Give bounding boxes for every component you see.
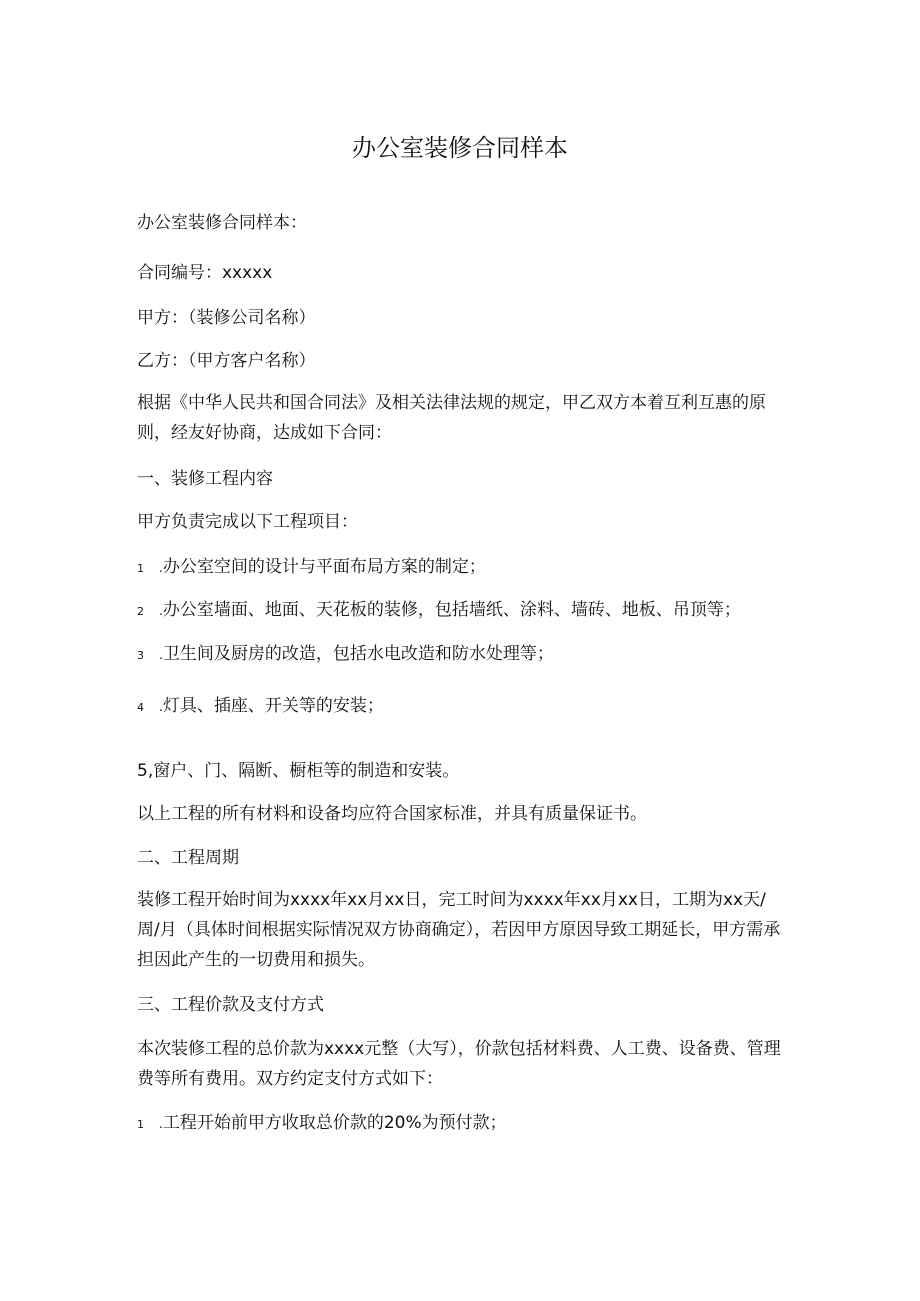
list-item-text: 卫生间及厨房的改造，包括水电改造和防水处理等； bbox=[162, 644, 554, 664]
list-item-number: 4 bbox=[137, 701, 144, 714]
section-3-body: 本次装修工程的总价款为xxxx元整（大写），价款包括材料费、人工费、设备费、管理费等所有费用。双方约定支付方式如下： bbox=[137, 1039, 781, 1089]
section-1-intro: 甲方负责完成以下工程项目： bbox=[137, 512, 358, 532]
document-title: 办公室装修合同样本 bbox=[352, 134, 568, 162]
section-2-heading: 二、工程周期 bbox=[137, 848, 239, 868]
preamble-paragraph: 根据《中华人民共和国合同法》及相关法律法规的规定，甲乙双方本着互利互惠的原则，经友好协商，达成如下合同： bbox=[137, 393, 766, 443]
section-1-heading: 一、装修工程内容 bbox=[137, 469, 273, 489]
section-2-body: 装修工程开始时间为xxxx年xx月xx日，完工时间为xxxx年xx月xx日，工期为xx天/周/月（具体时间根据实际情况双方协商确定），若因甲方原因导致工期延长，甲方需承担因此产生的一切费用和损失。 bbox=[137, 890, 781, 970]
list-item-text: 办公室墙面、地面、天花板的装修，包括墙纸、涂料、墙砖、地板、吊顶等； bbox=[162, 600, 741, 620]
list-item: 4 .灯具、插座、开关等的安装； bbox=[137, 691, 787, 723]
list-item-text: 工程开始前甲方收取总价款的20%为预付款； bbox=[162, 1113, 507, 1133]
list-item-5: 5,窗户、门、隔断、橱柜等的制造和安装。 bbox=[137, 761, 460, 781]
list-item: 3 .卫生间及厨房的改造，包括水电改造和防水处理等； bbox=[137, 639, 787, 671]
list-item-number: 3 bbox=[137, 649, 144, 662]
section-1-note: 以上工程的所有材料和设备均应符合国家标准，并具有质量保证书。 bbox=[137, 804, 647, 824]
list-item-text: 灯具、插座、开关等的安装； bbox=[162, 696, 384, 716]
list-item-number: 1 bbox=[137, 562, 144, 575]
list-item: 1 .工程开始前甲方收取总价款的20%为预付款； bbox=[137, 1108, 787, 1140]
list-item: 2 .办公室墙面、地面、天花板的装修，包括墙纸、涂料、墙砖、地板、吊顶等； bbox=[137, 595, 787, 627]
document-subtitle: 办公室装修合同样本： bbox=[137, 213, 307, 233]
contract-number: 合同编号：xxxxx bbox=[137, 263, 273, 283]
list-item: 1 .办公室空间的设计与平面布局方案的制定； bbox=[137, 552, 787, 584]
party-a: 甲方：（装修公司名称） bbox=[137, 308, 316, 328]
party-b: 乙方：（甲方客户名称） bbox=[137, 351, 316, 371]
list-item-text: 办公室空间的设计与平面布局方案的制定； bbox=[162, 557, 486, 577]
section-3-heading: 三、工程价款及支付方式 bbox=[137, 995, 324, 1015]
list-item-number: 2 bbox=[137, 605, 144, 618]
list-item-number: 1 bbox=[137, 1118, 144, 1131]
